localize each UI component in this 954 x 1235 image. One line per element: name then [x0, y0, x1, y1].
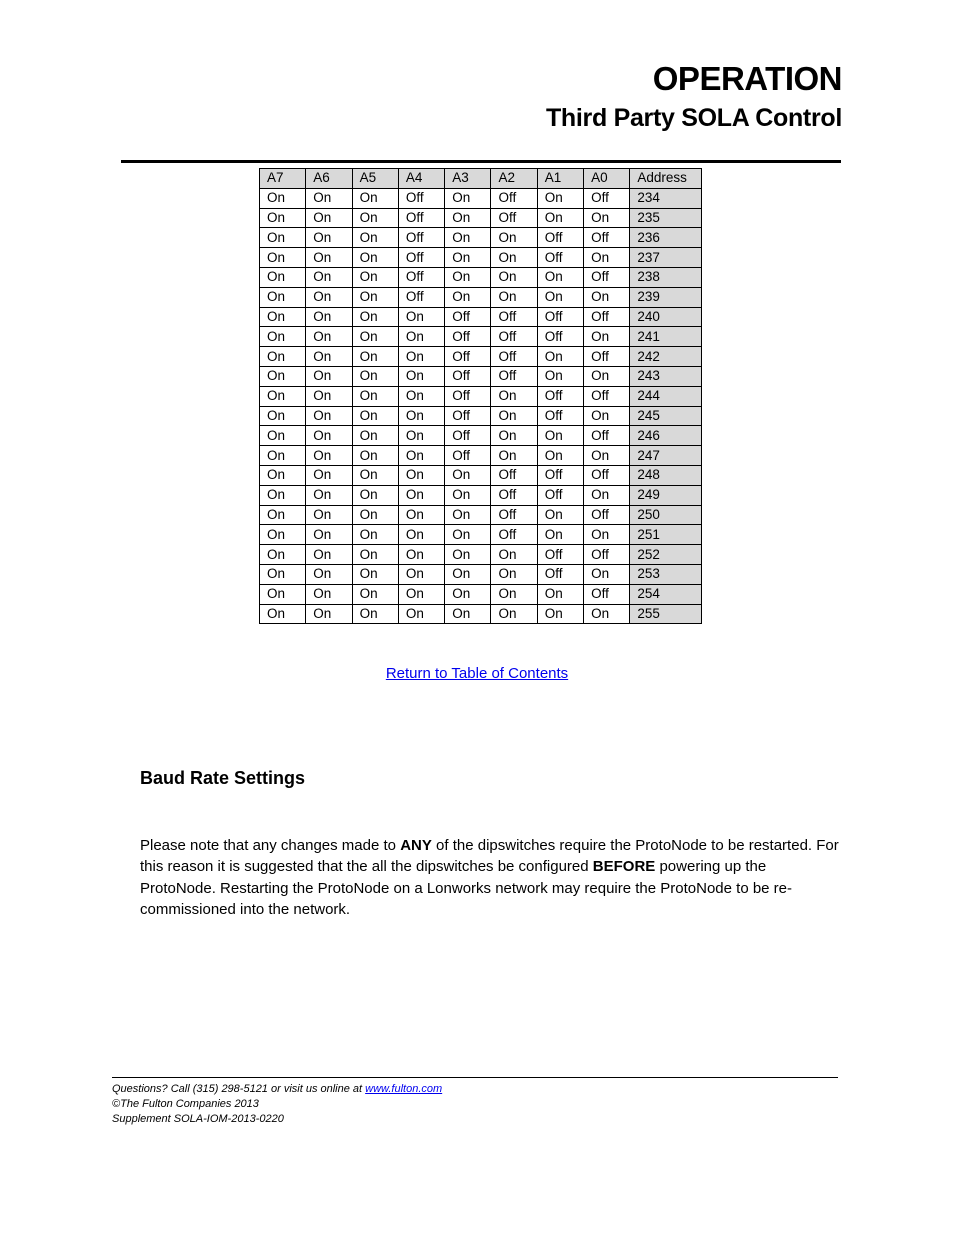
switch-cell: On: [306, 426, 352, 446]
switch-cell: On: [537, 446, 583, 466]
switch-cell: On: [491, 446, 537, 466]
switch-cell: On: [398, 426, 444, 446]
switch-cell: On: [352, 446, 398, 466]
switch-cell: Off: [537, 564, 583, 584]
switch-cell: On: [584, 366, 630, 386]
switch-cell: On: [306, 267, 352, 287]
switch-cell: On: [584, 327, 630, 347]
switch-cell: On: [584, 287, 630, 307]
header-divider: [121, 160, 841, 163]
switch-cell: On: [352, 584, 398, 604]
column-header: A3: [445, 169, 491, 189]
switch-cell: On: [352, 604, 398, 624]
switch-cell: On: [260, 446, 306, 466]
switch-cell: On: [352, 327, 398, 347]
switch-cell: On: [398, 465, 444, 485]
switch-cell: Off: [398, 188, 444, 208]
table-row: [260, 485, 702, 505]
switch-cell: On: [537, 584, 583, 604]
table-row: [260, 584, 702, 604]
switch-cell: On: [352, 347, 398, 367]
address-cell: 236: [630, 228, 702, 248]
switch-cell: On: [306, 505, 352, 525]
switch-cell: On: [398, 564, 444, 584]
switch-cell: On: [537, 604, 583, 624]
switch-cell: On: [537, 208, 583, 228]
switch-cell: On: [352, 248, 398, 268]
switch-cell: On: [584, 525, 630, 545]
switch-cell: Off: [584, 426, 630, 446]
switch-cell: On: [352, 228, 398, 248]
address-cell: 246: [630, 426, 702, 446]
paragraph-text: of the dipswitches require the ProtoNode to be restarted. For this reason it is suggested that the all the dipswitches be configured: [140, 837, 839, 876]
switch-cell: On: [352, 208, 398, 228]
switch-cell: On: [306, 386, 352, 406]
switch-cell: Off: [584, 465, 630, 485]
switch-cell: Off: [584, 188, 630, 208]
column-header: A5: [352, 169, 398, 189]
switch-cell: On: [398, 307, 444, 327]
address-cell: 249: [630, 485, 702, 505]
address-cell: 234: [630, 188, 702, 208]
column-header: A0: [584, 169, 630, 189]
address-cell: 235: [630, 208, 702, 228]
section-heading: Baud Rate Settings: [140, 768, 306, 788]
switch-cell: On: [398, 505, 444, 525]
switch-cell: On: [352, 545, 398, 565]
footer-contact: [112, 1082, 442, 1097]
address-cell: 255: [630, 604, 702, 624]
table-row: [260, 188, 702, 208]
page-subtitle: Third Party SOLA Control: [545, 104, 842, 132]
switch-cell: Off: [491, 465, 537, 485]
switch-cell: On: [260, 485, 306, 505]
footer-supplement: Supplement SOLA-IOM-2013-0220: [112, 1113, 284, 1125]
table-row: [260, 347, 702, 367]
switch-cell: Off: [491, 307, 537, 327]
baud-rate-paragraph: [140, 835, 845, 920]
column-header: A7: [260, 169, 306, 189]
switch-cell: On: [537, 366, 583, 386]
switch-cell: On: [306, 307, 352, 327]
address-cell: 239: [630, 287, 702, 307]
table-row: [260, 307, 702, 327]
switch-cell: On: [445, 465, 491, 485]
paragraph-text: Please note that any changes made to: [140, 837, 401, 854]
switch-cell: On: [398, 347, 444, 367]
switch-cell: On: [306, 465, 352, 485]
switch-cell: On: [306, 327, 352, 347]
switch-cell: On: [352, 465, 398, 485]
paragraph-emphasis: BEFORE: [592, 858, 656, 876]
table-row: [260, 545, 702, 565]
switch-cell: On: [352, 287, 398, 307]
table-row: [260, 604, 702, 624]
address-cell: 242: [630, 347, 702, 367]
switch-cell: Off: [491, 485, 537, 505]
switch-cell: Off: [445, 446, 491, 466]
switch-cell: Off: [398, 228, 444, 248]
switch-cell: On: [537, 347, 583, 367]
switch-cell: On: [537, 505, 583, 525]
dipswitch-address-table: [259, 168, 702, 624]
switch-cell: On: [398, 525, 444, 545]
return-to-toc-link[interactable]: Return to Table of Contents: [385, 665, 569, 682]
switch-cell: On: [306, 446, 352, 466]
table-row: [260, 406, 702, 426]
column-header: A4: [398, 169, 444, 189]
switch-cell: On: [445, 564, 491, 584]
switch-cell: On: [584, 248, 630, 268]
address-cell: 237: [630, 248, 702, 268]
switch-cell: Off: [445, 426, 491, 446]
address-cell: 244: [630, 386, 702, 406]
switch-cell: On: [260, 366, 306, 386]
switch-cell: On: [260, 188, 306, 208]
switch-cell: On: [306, 208, 352, 228]
switch-cell: On: [260, 208, 306, 228]
switch-cell: Off: [584, 584, 630, 604]
switch-cell: On: [260, 505, 306, 525]
switch-cell: On: [260, 347, 306, 367]
table-row: [260, 525, 702, 545]
switch-cell: Off: [584, 545, 630, 565]
switch-cell: On: [398, 406, 444, 426]
address-cell: 251: [630, 525, 702, 545]
address-cell: 254: [630, 584, 702, 604]
switch-cell: On: [537, 267, 583, 287]
address-cell: 243: [630, 366, 702, 386]
table-row: [260, 327, 702, 347]
switch-cell: Off: [398, 267, 444, 287]
switch-cell: On: [445, 604, 491, 624]
switch-cell: Off: [445, 386, 491, 406]
switch-cell: Off: [491, 327, 537, 347]
switch-cell: On: [260, 426, 306, 446]
switch-cell: Off: [398, 287, 444, 307]
switch-cell: On: [584, 208, 630, 228]
switch-cell: On: [491, 287, 537, 307]
switch-cell: On: [398, 545, 444, 565]
switch-cell: Off: [537, 327, 583, 347]
table-row: [260, 426, 702, 446]
switch-cell: Off: [537, 465, 583, 485]
switch-cell: Off: [537, 386, 583, 406]
table-row: [260, 228, 702, 248]
switch-cell: Off: [584, 386, 630, 406]
switch-cell: On: [398, 604, 444, 624]
switch-cell: On: [352, 426, 398, 446]
address-cell: 252: [630, 545, 702, 565]
switch-cell: On: [445, 287, 491, 307]
switch-cell: On: [398, 584, 444, 604]
switch-cell: On: [306, 188, 352, 208]
switch-cell: On: [398, 386, 444, 406]
switch-cell: On: [584, 406, 630, 426]
switch-cell: On: [306, 604, 352, 624]
switch-cell: Off: [537, 307, 583, 327]
table-row: [260, 505, 702, 525]
switch-cell: On: [445, 188, 491, 208]
table-row: [260, 564, 702, 584]
footer: [112, 1082, 442, 1127]
table-row: [260, 267, 702, 287]
switch-cell: On: [352, 525, 398, 545]
switch-cell: Off: [537, 228, 583, 248]
switch-cell: On: [306, 564, 352, 584]
switch-cell: On: [445, 267, 491, 287]
switch-cell: On: [306, 228, 352, 248]
switch-cell: On: [491, 604, 537, 624]
switch-cell: On: [445, 208, 491, 228]
switch-cell: On: [445, 228, 491, 248]
column-header: Address: [630, 169, 702, 189]
table-row: [260, 208, 702, 228]
switch-cell: Off: [445, 347, 491, 367]
switch-cell: On: [537, 525, 583, 545]
address-cell: 241: [630, 327, 702, 347]
switch-cell: On: [260, 228, 306, 248]
switch-cell: On: [260, 564, 306, 584]
switch-cell: Off: [491, 525, 537, 545]
table-row: [260, 248, 702, 268]
address-cell: 247: [630, 446, 702, 466]
switch-cell: On: [306, 366, 352, 386]
table-row: [260, 386, 702, 406]
switch-cell: Off: [537, 406, 583, 426]
switch-cell: On: [352, 406, 398, 426]
switch-cell: On: [584, 446, 630, 466]
switch-cell: On: [537, 188, 583, 208]
switch-cell: On: [398, 485, 444, 505]
switch-cell: On: [306, 287, 352, 307]
column-header: A1: [537, 169, 583, 189]
switch-cell: On: [306, 347, 352, 367]
switch-cell: On: [537, 426, 583, 446]
switch-cell: Off: [398, 208, 444, 228]
switch-cell: Off: [445, 406, 491, 426]
switch-cell: On: [260, 327, 306, 347]
switch-cell: On: [491, 584, 537, 604]
column-header: A6: [306, 169, 352, 189]
switch-cell: On: [260, 406, 306, 426]
switch-cell: Off: [398, 248, 444, 268]
switch-cell: On: [491, 228, 537, 248]
switch-cell: On: [584, 485, 630, 505]
switch-cell: Off: [584, 228, 630, 248]
switch-cell: On: [491, 248, 537, 268]
switch-cell: Off: [491, 347, 537, 367]
switch-cell: On: [584, 604, 630, 624]
switch-cell: On: [445, 248, 491, 268]
switch-cell: On: [260, 465, 306, 485]
switch-cell: On: [260, 386, 306, 406]
switch-cell: On: [445, 505, 491, 525]
switch-cell: Off: [537, 545, 583, 565]
switch-cell: On: [445, 584, 491, 604]
switch-cell: On: [260, 248, 306, 268]
switch-cell: On: [260, 584, 306, 604]
switch-cell: Off: [537, 485, 583, 505]
switch-cell: On: [352, 505, 398, 525]
address-cell: 240: [630, 307, 702, 327]
switch-cell: On: [584, 564, 630, 584]
column-header: A2: [491, 169, 537, 189]
switch-cell: On: [352, 267, 398, 287]
switch-cell: Off: [584, 267, 630, 287]
address-cell: 253: [630, 564, 702, 584]
paragraph-text: powering up the ProtoNode. Restarting the ProtoNode on a Lonworks network may require the ProtoNode to be re-commissioned into the network.: [140, 858, 793, 918]
switch-cell: On: [260, 525, 306, 545]
switch-cell: On: [306, 406, 352, 426]
switch-cell: On: [352, 485, 398, 505]
footer-copyright: ©The Fulton Companies 2013: [112, 1098, 259, 1110]
switch-cell: On: [491, 545, 537, 565]
switch-cell: On: [260, 545, 306, 565]
switch-cell: On: [260, 267, 306, 287]
switch-cell: On: [352, 366, 398, 386]
switch-cell: On: [352, 386, 398, 406]
switch-cell: On: [306, 584, 352, 604]
switch-cell: On: [491, 267, 537, 287]
switch-cell: On: [491, 386, 537, 406]
switch-cell: Off: [445, 307, 491, 327]
switch-cell: Off: [584, 347, 630, 367]
switch-cell: On: [352, 564, 398, 584]
switch-cell: On: [398, 327, 444, 347]
table-row: [260, 446, 702, 466]
switch-cell: On: [260, 307, 306, 327]
address-cell: 250: [630, 505, 702, 525]
footer-contact-text: Questions? Call (315) 298-5121 or visit us online at: [112, 1083, 366, 1095]
switch-cell: On: [491, 406, 537, 426]
address-cell: 238: [630, 267, 702, 287]
switch-cell: On: [491, 564, 537, 584]
table-row: [260, 366, 702, 386]
switch-cell: Off: [584, 505, 630, 525]
switch-cell: On: [306, 248, 352, 268]
paragraph-emphasis: ANY: [400, 837, 432, 854]
switch-cell: Off: [491, 505, 537, 525]
switch-cell: On: [537, 287, 583, 307]
address-cell: 245: [630, 406, 702, 426]
switch-cell: Off: [491, 366, 537, 386]
switch-cell: Off: [445, 327, 491, 347]
switch-cell: On: [260, 287, 306, 307]
switch-cell: On: [306, 525, 352, 545]
switch-cell: Off: [537, 248, 583, 268]
switch-cell: On: [352, 307, 398, 327]
switch-cell: On: [445, 545, 491, 565]
address-cell: 248: [630, 465, 702, 485]
table-row: [260, 287, 702, 307]
switch-cell: Off: [491, 188, 537, 208]
switch-cell: On: [491, 426, 537, 446]
switch-cell: Off: [491, 208, 537, 228]
switch-cell: On: [352, 188, 398, 208]
switch-cell: On: [306, 485, 352, 505]
switch-cell: On: [445, 525, 491, 545]
switch-cell: On: [398, 446, 444, 466]
switch-cell: On: [398, 366, 444, 386]
switch-cell: On: [445, 485, 491, 505]
table-row: [260, 465, 702, 485]
footer-divider: [112, 1077, 838, 1078]
switch-cell: Off: [445, 366, 491, 386]
fulton-website-link[interactable]: www.fulton.com: [365, 1083, 443, 1095]
switch-cell: Off: [584, 307, 630, 327]
switch-cell: On: [260, 604, 306, 624]
page-title: OPERATION: [652, 60, 842, 97]
table-header-row: [260, 169, 702, 189]
switch-cell: On: [306, 545, 352, 565]
